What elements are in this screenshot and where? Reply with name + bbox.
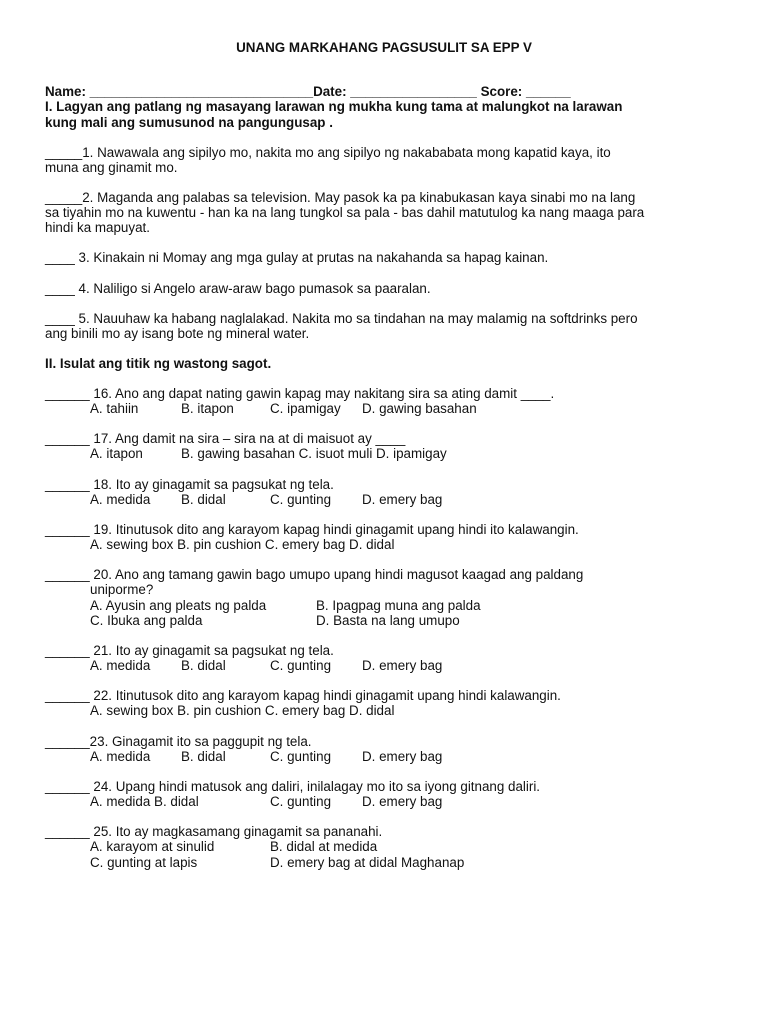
q19-options: A. sewing box B. pin cushion C. emery bag D. didal (90, 537, 395, 552)
q16-stem: ______ 16. Ano ang dapat nating gawin kapag may nakitang sira sa ating damit ____. (45, 386, 555, 401)
q18-option-b: B. didal (181, 492, 226, 507)
q20-option-b: B. Ipagpag muna ang palda (316, 598, 481, 613)
q20-stem-line-2: uniporme? (90, 582, 154, 597)
item-3: ____ 3. Kinakain ni Momay ang mga gulay at prutas na nakahanda sa hapag kainan. (45, 250, 549, 265)
part1-instruction-line-2: kung mali ang sumusunod na pangungusap . (45, 115, 333, 130)
q17-option-a: A. itapon (90, 446, 143, 461)
item-2-line-3: hindi ka mapuyat. (45, 220, 150, 235)
q25-option-b: B. didal at medida (270, 839, 378, 854)
q18-option-d: D. emery bag (362, 492, 443, 507)
q20-option-d: D. Basta na lang umupo (316, 613, 460, 628)
q20-option-c: C. Ibuka ang palda (90, 613, 203, 628)
q22-stem: ______ 22. Itinutusok dito ang karayom kapag hindi ginagamit upang hindi kalawangin. (45, 688, 561, 703)
q21-option-c: C. gunting (270, 658, 332, 673)
item-4: ____ 4. Naliligo si Angelo araw-araw bago pumasok sa paaralan. (45, 281, 431, 296)
q18-stem: ______ 18. Ito ay ginagamit sa pagsukat ng tela. (45, 477, 334, 492)
q23-stem: ______23. Ginagamit ito sa paggupit ng tela. (45, 734, 312, 749)
q24-option-d: D. emery bag (362, 794, 443, 809)
exam-title: UNANG MARKAHANG PAGSUSULIT SA EPP V (236, 40, 532, 55)
q25-option-d: D. emery bag at didal Maghanap (270, 855, 465, 870)
q18-option-a: A. medida (90, 492, 151, 507)
q16-option-a: A. tahiin (90, 401, 139, 416)
q20-option-a: A. Ayusin ang pleats ng palda (90, 598, 267, 613)
q21-option-d: D. emery bag (362, 658, 443, 673)
part1-instruction-line-1: I. Lagyan ang patlang ng masayang larawan ng mukha kung tama at malungkot na larawan (45, 99, 623, 114)
q25-option-c: C. gunting at lapis (90, 855, 198, 870)
q17-stem: ______ 17. Ang damit na sira – sira na at di maisuot ay ____ (45, 431, 406, 446)
q18-option-c: C. gunting (270, 492, 332, 507)
q19-stem: ______ 19. Itinutusok dito ang karayom kapag hindi ginagamit upang hindi ito kalawangin. (45, 522, 579, 537)
q23-option-d: D. emery bag (362, 749, 443, 764)
item-2-line-1: _____2. Maganda ang palabas sa television. May pasok ka pa kinabukasan kaya sinabi mo na lang (45, 190, 636, 205)
q20-stem-line-1: ______ 20. Ano ang tamang gawin bago umupo upang hindi magusot kaagad ang paldang (45, 567, 584, 582)
item-5-line-1: ____ 5. Nauuhaw ka habang naglalakad. Nakita mo sa tindahan na may malamig na softdrinks pero (45, 311, 638, 326)
q21-option-b: B. didal (181, 658, 226, 673)
item-5-line-2: ang binili mo ay isang bote ng mineral water. (45, 326, 310, 341)
part2-instruction: II. Isulat ang titik ng wastong sagot. (45, 356, 272, 371)
q24-stem: ______ 24. Upang hindi matusok ang daliri, inilalagay mo ito sa iyong gitnang daliri. (45, 779, 541, 794)
q25-option-a: A. karayom at sinulid (90, 839, 215, 854)
q23-option-a: A. medida (90, 749, 151, 764)
q24-options-ab: A. medida B. didal (90, 794, 199, 809)
name-date-score-line: Name: ______________________________Date: _________________ Score: ______ (45, 84, 571, 99)
q23-option-c: C. gunting (270, 749, 332, 764)
q21-option-a: A. medida (90, 658, 151, 673)
q25-stem: ______ 25. Ito ay magkasamang ginagamit sa pananahi. (45, 824, 383, 839)
q22-options: A. sewing box B. pin cushion C. emery bag D. didal (90, 703, 395, 718)
q16-option-c: C. ipamigay (270, 401, 341, 416)
q21-stem: ______ 21. Ito ay ginagamit sa pagsukat ng tela. (45, 643, 334, 658)
q24-option-c: C. gunting (270, 794, 332, 809)
q16-option-d: D. gawing basahan (362, 401, 477, 416)
q17-options-bcd: B. gawing basahan C. isuot muli D. ipamigay (181, 446, 447, 461)
item-1-line-1: _____1. Nawawala ang sipilyo mo, nakita mo ang sipilyo ng nakababata mong kapatid kaya, ito (45, 145, 611, 160)
q23-option-b: B. didal (181, 749, 226, 764)
item-1-line-2: muna ang ginamit mo. (45, 160, 178, 175)
q16-option-b: B. itapon (181, 401, 234, 416)
item-2-line-2: sa tiyahin mo na kuwentu - han ka na lang tungkol sa pala - bas dahil matutulog ka nang maaga para (45, 205, 645, 220)
